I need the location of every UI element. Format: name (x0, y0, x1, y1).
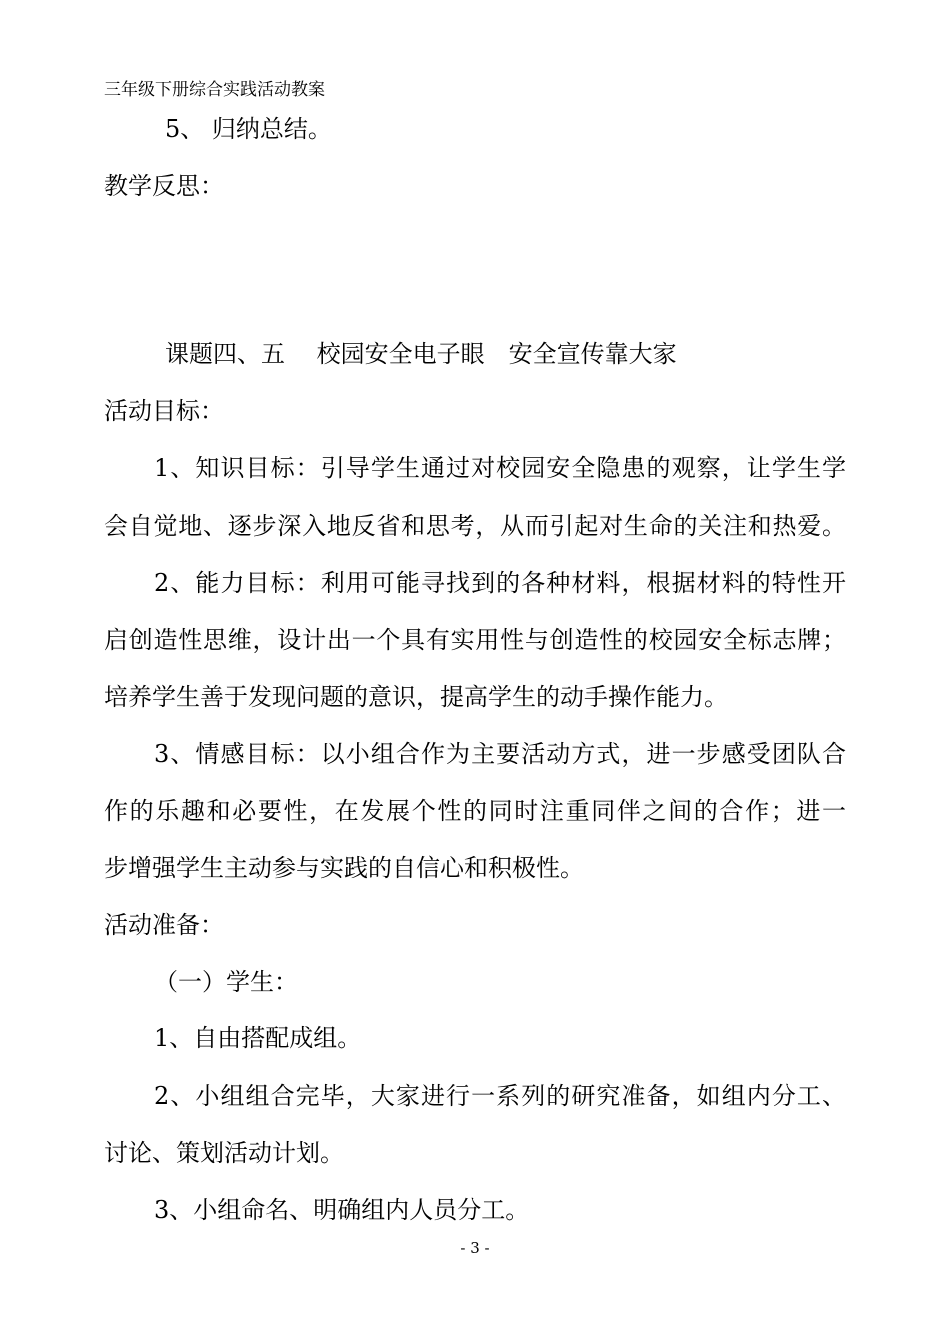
reflection-label: 教学反思： (104, 172, 224, 200)
preparation-item-2-line-2: 讨论、策划活动计划。 (104, 1139, 344, 1167)
ability-objective-line-3: 培养学生善于发现问题的意识，提高学生的动手操作能力。 (104, 683, 728, 711)
emotion-objective-line-3: 步增强学生主动参与实践的自信心和积极性。 (104, 854, 584, 882)
preparation-item-3: 3、小组命名、明确组内人员分工。 (154, 1196, 530, 1224)
knowledge-objective-line-2: 会自觉地、逐步深入地反省和思考，从而引起对生命的关注和热爱。 (104, 512, 846, 540)
preparation-item-1: 1、自由搭配成组。 (154, 1024, 362, 1052)
page-number: - 3 - (460, 1239, 490, 1257)
lesson-title: 课题四、五 校园安全电子眼 安全宣传靠大家 (165, 340, 677, 368)
ability-objective-line-2: 启创造性思维，设计出一个具有实用性与创造性的校园安全标志牌； (104, 626, 846, 654)
emotion-objective-line-2: 作的乐趣和必要性，在发展个性的同时注重同伴之间的合作；进一 (104, 797, 846, 825)
ability-objective-line-1: 2、能力目标：利用可能寻找到的各种材料，根据材料的特性开 (154, 569, 846, 597)
students-label: （一）学生： (154, 968, 298, 996)
page-header: 三年级下册综合实践活动教案 (104, 80, 325, 100)
preparation-item-2-line-1: 2、小组组合完毕，大家进行一系列的研究准备，如组内分工、 (154, 1082, 846, 1110)
knowledge-objective-line-1: 1、知识目标：引导学生通过对校园安全隐患的观察，让学生学 (154, 454, 846, 482)
emotion-objective-line-1: 3、情感目标：以小组合作为主要活动方式，进一步感受团队合 (154, 740, 846, 768)
summary-item: 5、 归纳总结。 (165, 115, 332, 143)
objectives-label: 活动目标： (104, 397, 224, 425)
preparation-label: 活动准备： (104, 911, 224, 939)
